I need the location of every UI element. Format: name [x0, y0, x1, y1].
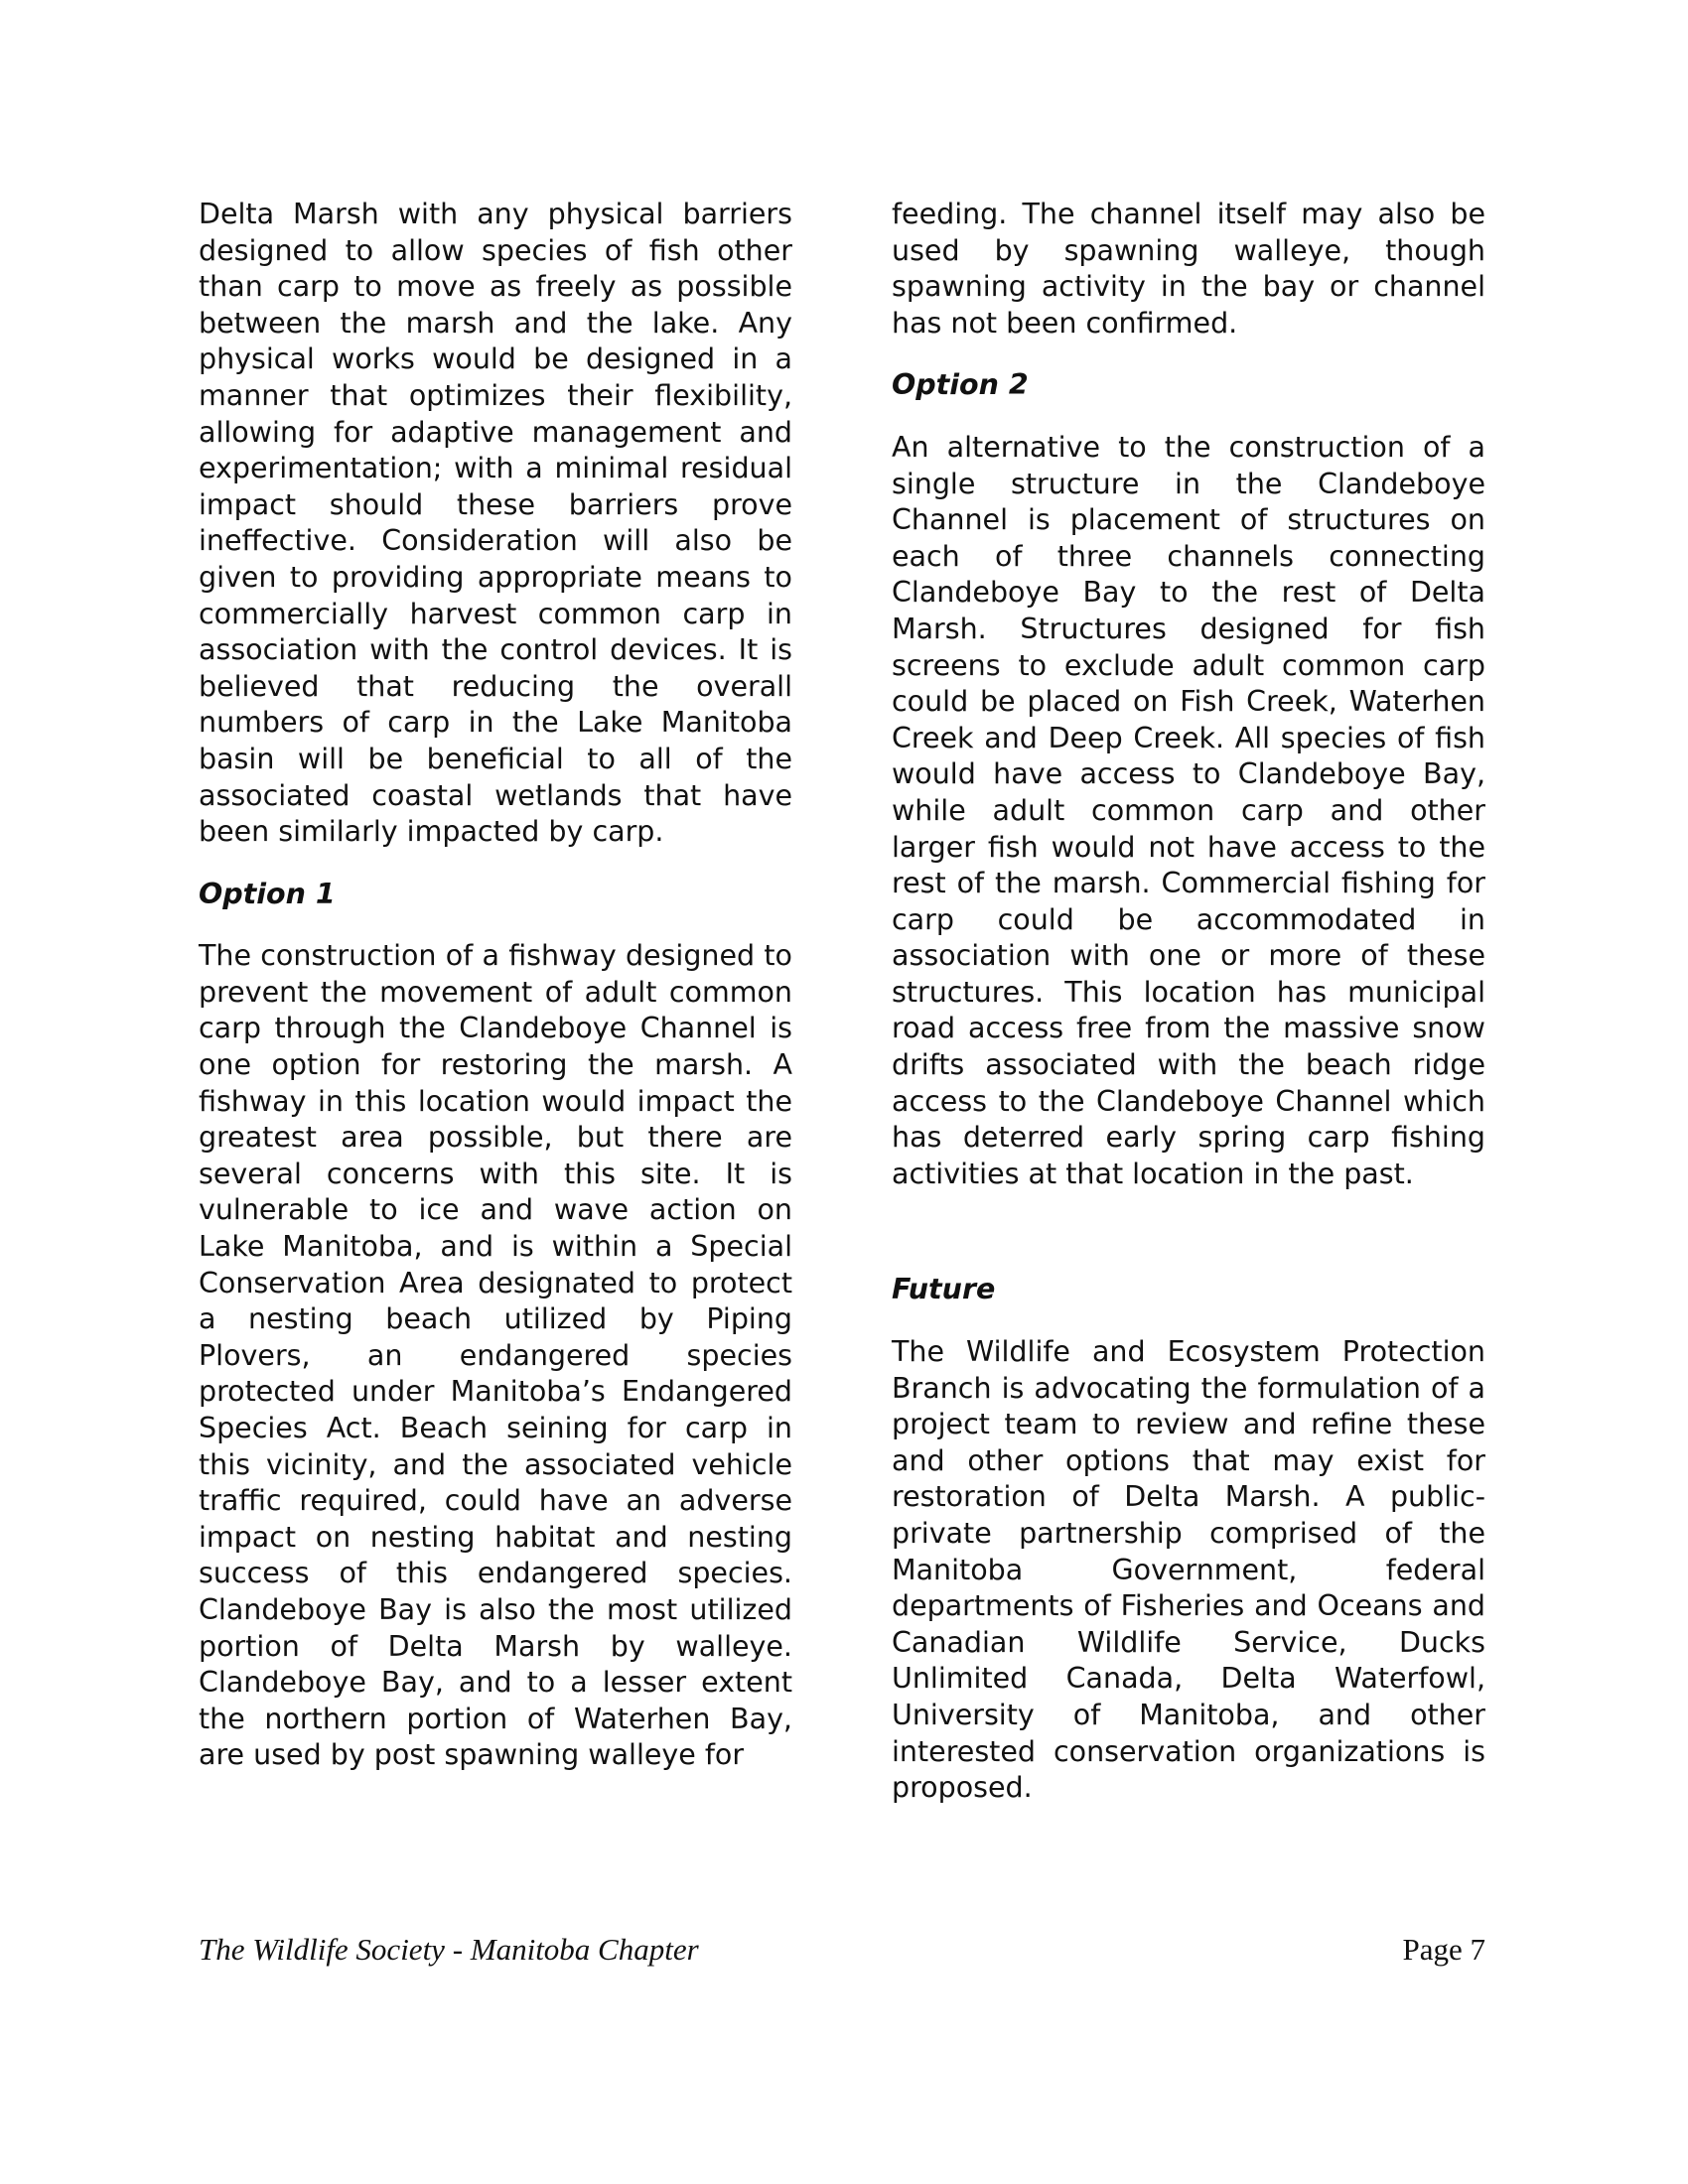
right-column: [892, 197, 1485, 1807]
option2-heading: Option 2: [892, 368, 1029, 402]
option1-heading: Option 1: [199, 877, 336, 910]
footer-organization: The Wildlife Society - Manitoba Chapter: [199, 1932, 699, 1967]
option1-paragraph: The construction of a fishway designed to prevent the movement of adult common carp through the Clandeboye Channel is one option for restoring the marsh. A fishway in this location would impact the greatest area possible, but there are several concerns with this site. It is vulnerable to ice and wave action on Lake Manitoba, and is within a Special Conservation Area designated to protect a nesting beach utilized by Piping Plovers, an endangered species protected under Manitoba’s Endangered Species Act. Beach seining for carp in this vicinity, and the associated vehicle traffic required, could have an adverse impact on nesting habitat and nesting success of this endangered species. Clandeboye Bay is also the most utilized portion of Delta Marsh by walleye. Clandeboye Bay, and to a lesser extent the northern portion of Waterhen Bay, are used by post spawning walleye for: [199, 939, 792, 1772]
left-column: [199, 197, 792, 1774]
option2-paragraph: An alternative to the construction of a single structure in the Clandeboye Channel is placement of structures on each of three channels connecting Clandeboye Bay to the rest of Delta Marsh. Structures designed for fish screens to exclude adult common carp could be placed on Fish Creek, Waterhen Creek and Deep Creek. All species of fish would have access to Clandeboye Bay, while adult common carp and other larger fish would not have access to the rest of the marsh. Commercial fishing for carp could be accommodated in association with one or more of these structures. This location has municipal road access free from the massive snow drifts associated with the beach ridge access to the Clandeboye Channel which has deterred early spring carp fishing activities at that location in the past.: [892, 430, 1485, 1190]
page-footer: [199, 1932, 1485, 1972]
continued-paragraph: feeding. The channel itself may also be used by spawning walleye, though spawning activity in the bay or channel has not been confirmed.: [892, 198, 1485, 340]
future-heading: Future: [892, 1273, 996, 1306]
future-paragraph: The Wildlife and Ecosystem Protection Branch is advocating the formulation of a project team to review and refine these and other options that may exist for restoration of Delta Marsh. A public-private partnership comprised of the Manitoba Government, federal departments of Fisheries and Oceans and Canadian Wildlife Service, Ducks Unlimited Canada, Delta Waterfowl, University of Manitoba, and other interested conservation organizations is proposed.: [892, 1335, 1485, 1805]
intro-paragraph: Delta Marsh with any physical barriers designed to allow species of fish other than carp to move as freely as possible between the marsh and the lake. Any physical works would be designed in a manner that optimizes their flexibility, allowing for adaptive management and experimentation; with a minimal residual impact should these barriers prove ineffective. Consideration will also be given to providing appropriate means to commercially harvest common carp in association with the control devices. It is believed that reducing the overall numbers of carp in the Lake Manitoba basin will be beneficial to all of the associated coastal wetlands that have been similarly impacted by carp.: [199, 198, 792, 849]
page-number: Page 7: [1402, 1932, 1485, 1967]
